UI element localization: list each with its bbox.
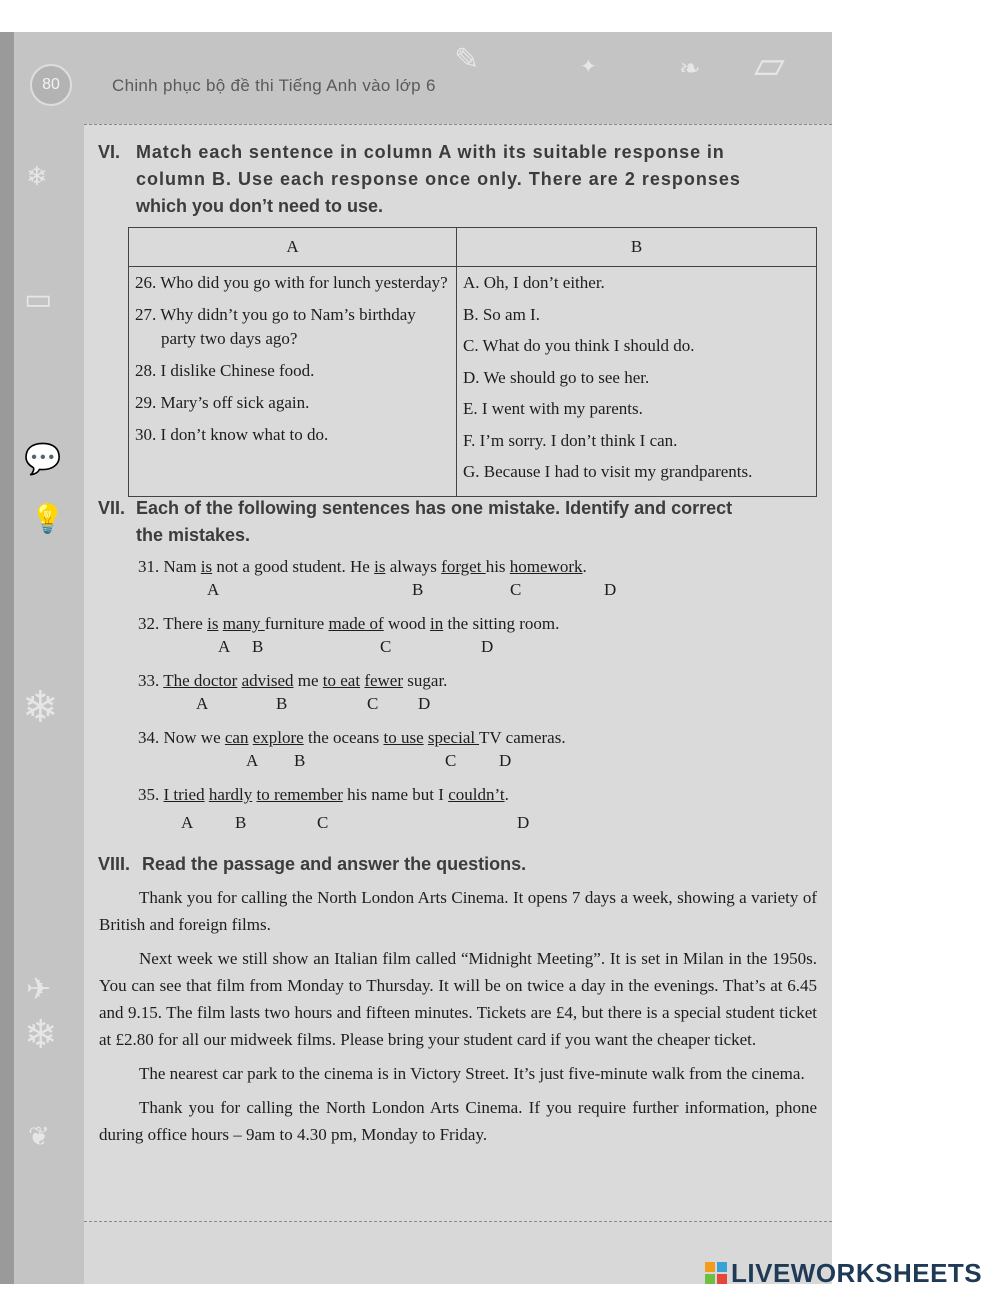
passage-paragraph-2: Next week we still show an Italian film called “Midnight Meeting”. It is set in Milan in the 1950s. You can see that film from Monday to Thursday. It will be on twice a day in the evenings. That’s at 6.45 and 9.15. The film lasts two hours and fifteen minutes. Tickets are £4, but there is a special student ticket at £2.80 for all our midweek films. Please bring your student card if you want the cheaper ticket. bbox=[99, 949, 817, 1049]
part-b: many bbox=[222, 614, 265, 633]
part-a: can bbox=[224, 728, 249, 747]
part-a: The doctor bbox=[163, 671, 238, 690]
passage bbox=[99, 884, 817, 1148]
response-f: F. I’m sorry. I don’t think I can. bbox=[463, 430, 678, 450]
column-b-header: B bbox=[457, 228, 817, 267]
response-b: B. So am I. bbox=[463, 304, 540, 324]
lightbulb-icon: 💡 bbox=[30, 502, 65, 535]
response-e: E. I went with my parents. bbox=[463, 399, 643, 418]
briefcase-icon: ▭ bbox=[24, 282, 53, 317]
part-d: fewer bbox=[364, 671, 404, 690]
part-d: special bbox=[427, 728, 480, 747]
butterfly-icon: ❧ bbox=[679, 54, 701, 84]
column-a-header: A bbox=[129, 228, 457, 267]
option-35-a: A bbox=[181, 813, 194, 832]
part-a: is bbox=[207, 614, 219, 633]
section-6-heading bbox=[98, 139, 818, 223]
section-6-instruction-line-2: column B. Use each response once only. There are 2 responses bbox=[136, 169, 741, 189]
part-a: I tried bbox=[163, 785, 205, 804]
part-c: forget bbox=[441, 557, 486, 576]
document-icon: ✎ bbox=[454, 42, 480, 77]
option-31-b: B bbox=[412, 580, 424, 599]
passage-paragraph-3: The nearest car park to the cinema is in Victory Street. It’s just five-minute walk from the cinema. bbox=[139, 1064, 805, 1083]
question-30: 30. I don’t know what to do. bbox=[135, 425, 329, 444]
passage-paragraph-1: Thank you for calling the North London Arts Cinema. It opens 7 days a week, showing a variety of British and foreign films. bbox=[99, 888, 817, 934]
snowflake-icon-3: ❄ bbox=[24, 1012, 58, 1058]
leaf-icon: ❦ bbox=[28, 1122, 50, 1152]
section-6-instruction-line-3: which you don’t need to use. bbox=[136, 196, 384, 216]
option-34-d: D bbox=[499, 751, 512, 770]
sentence-34: 34. Now we can explore the oceans to use special TV cameras. bbox=[138, 728, 566, 747]
part-a: is bbox=[200, 557, 213, 576]
column-b bbox=[457, 267, 817, 497]
part-d: homework bbox=[509, 557, 583, 576]
binding-strip bbox=[0, 32, 14, 1284]
logo-grid-icon bbox=[705, 1262, 727, 1284]
section-8-heading bbox=[98, 851, 818, 879]
option-35-b: B bbox=[235, 813, 247, 832]
response-c: C. What do you think I should do. bbox=[463, 336, 695, 355]
section-6-number: VI. bbox=[98, 142, 121, 162]
option-31-c: C bbox=[510, 580, 522, 599]
sentence-33: 33. The doctor advised me to eat fewer sugar. bbox=[138, 671, 448, 690]
page-number: 80 bbox=[30, 64, 72, 106]
section-8-number: VIII. bbox=[98, 854, 131, 874]
option-34-b: B bbox=[294, 751, 306, 770]
paper-plane-icon: ✈ bbox=[26, 972, 52, 1007]
option-35-c: C bbox=[317, 813, 329, 832]
response-d: D. We should go to see her. bbox=[463, 367, 650, 387]
option-35-d: D bbox=[517, 813, 530, 832]
sentence-31: 31. Nam is not a good student. He is always forget his homework. bbox=[138, 557, 587, 576]
option-32-b: B bbox=[252, 637, 264, 656]
matching-table bbox=[128, 227, 817, 497]
option-34-c: C bbox=[445, 751, 457, 770]
section-8-instruction: Read the passage and answer the questions. bbox=[142, 854, 527, 874]
column-a bbox=[129, 267, 457, 497]
option-31-d: D bbox=[604, 580, 617, 599]
decorative-margin bbox=[14, 32, 84, 1284]
option-32-c: C bbox=[380, 637, 392, 656]
question-27: 27. Why didn’t you go to Nam’s birthday party two days ago? bbox=[135, 305, 416, 348]
logo-text: LIVEWORKSHEETS bbox=[731, 1258, 983, 1288]
section-7-instruction-line-2: the mistakes. bbox=[136, 525, 251, 545]
option-32-d: D bbox=[481, 637, 494, 656]
part-b: explore bbox=[252, 728, 304, 747]
sentence-35: 35. I tried hardly to remember his name but I couldn’t. bbox=[138, 785, 509, 804]
part-d: couldn’t bbox=[448, 785, 505, 804]
sentence-32: 32. There is many furniture made of wood in the sitting room. bbox=[138, 614, 560, 633]
option-34-a: A bbox=[246, 751, 259, 770]
part-c: to use bbox=[383, 728, 424, 747]
book-title: Chinh phục bộ đề thi Tiếng Anh vào lớp 6 bbox=[112, 76, 436, 95]
part-c: to remember bbox=[256, 785, 343, 804]
part-c: made of bbox=[328, 614, 384, 633]
option-32-a: A bbox=[218, 637, 231, 656]
section-6-instruction-line-1: Match each sentence in column A with its suitable response in bbox=[136, 142, 725, 162]
question-29: 29. Mary’s off sick again. bbox=[135, 393, 310, 412]
option-31-a: A bbox=[207, 580, 220, 599]
part-b: hardly bbox=[208, 785, 253, 804]
option-33-a: A bbox=[196, 694, 209, 713]
briefcase-icon-top: ▱ bbox=[754, 42, 785, 88]
question-28: 28. I dislike Chinese food. bbox=[135, 361, 315, 380]
option-33-d: D bbox=[418, 694, 431, 713]
section-7-heading bbox=[98, 495, 818, 551]
response-g: G. Because I had to visit my grandparents. bbox=[463, 462, 753, 481]
option-33-b: B bbox=[276, 694, 288, 713]
snowflake-icon-2: ❄ bbox=[22, 682, 59, 733]
part-c: to eat bbox=[322, 671, 361, 690]
option-33-c: C bbox=[367, 694, 379, 713]
part-b: is bbox=[374, 557, 386, 576]
response-a: A. Oh, I don’t either. bbox=[463, 273, 605, 292]
liveworksheets-logo bbox=[705, 1258, 982, 1289]
part-d: in bbox=[429, 614, 444, 633]
section-7-number: VII. bbox=[98, 498, 126, 518]
star-icon: ✦ bbox=[580, 54, 597, 78]
section-7-instruction-line-1: Each of the following sentences has one mistake. Identify and correct bbox=[136, 498, 733, 518]
chat-bubble-icon: 💬 bbox=[24, 442, 62, 477]
question-26: 26. Who did you go with for lunch yesterday? bbox=[135, 273, 448, 292]
snowflake-icon: ❄ bbox=[26, 162, 48, 192]
passage-paragraph-4: Thank you for calling the North London Arts Cinema. If you require further information, phone during office hours – 9am to 4.30 pm, Monday to Friday. bbox=[99, 1098, 817, 1144]
part-b: advised bbox=[241, 671, 294, 690]
